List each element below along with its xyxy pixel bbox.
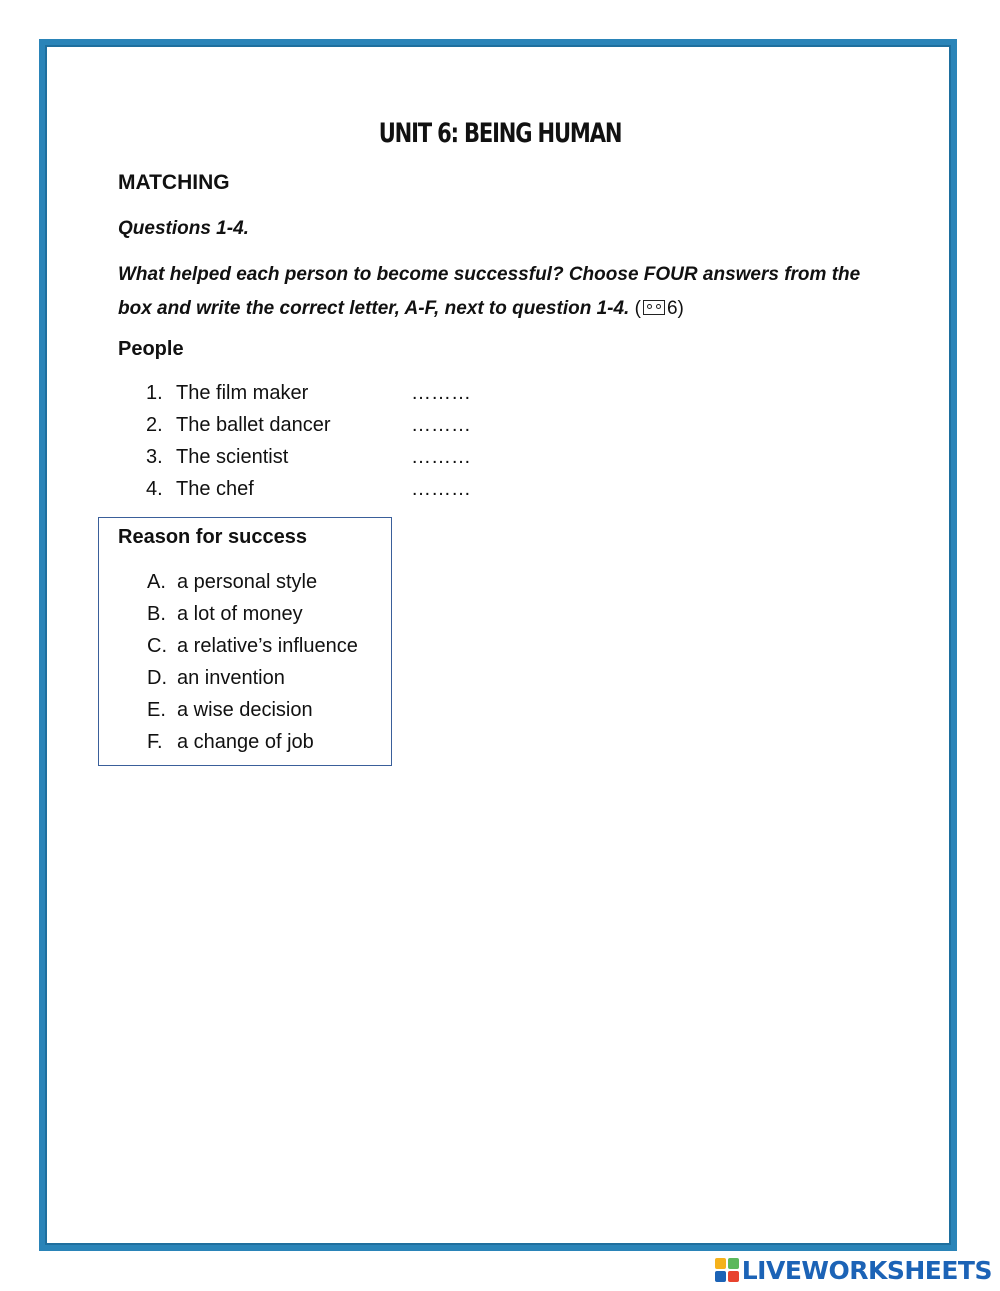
reason-heading: Reason for success	[118, 526, 307, 548]
reason-text: an invention	[177, 667, 285, 689]
reason-item	[147, 566, 358, 598]
reason-box	[98, 517, 392, 766]
reason-item	[147, 598, 358, 630]
answer-blank[interactable]: ………	[411, 382, 471, 404]
reason-list	[147, 566, 358, 758]
questions-label: Questions 1-4.	[118, 218, 249, 239]
reason-text: a wise decision	[177, 699, 313, 721]
liveworksheets-logo[interactable]	[715, 1255, 992, 1285]
people-item-number: 1.	[146, 382, 163, 404]
people-item	[146, 473, 471, 505]
people-item	[146, 441, 471, 473]
page-title: UNIT 6: BEING HUMAN	[378, 118, 622, 149]
people-item-number: 3.	[146, 446, 163, 468]
reason-text: a change of job	[177, 731, 314, 753]
reason-text: a relative’s influence	[177, 635, 358, 657]
track-open: (	[629, 298, 641, 319]
reason-item	[147, 694, 358, 726]
people-heading: People	[118, 338, 184, 360]
instructions-text: What helped each person to become successful? Choose FOUR answers from the box and write the correct letter, A-F, next to question 1-4.	[118, 264, 861, 319]
people-item	[146, 377, 471, 409]
answer-blank[interactable]: ………	[411, 478, 471, 500]
logo-text: LIVEWORKSHEETS	[741, 1255, 992, 1285]
logo-tile	[715, 1258, 726, 1269]
people-item-name: The chef	[176, 478, 254, 500]
people-list	[146, 377, 471, 505]
logo-tile	[728, 1258, 739, 1269]
reason-letter: D.	[147, 667, 167, 689]
reason-letter: B.	[147, 603, 166, 625]
reason-text: a lot of money	[177, 603, 303, 625]
people-item-number: 2.	[146, 414, 163, 436]
logo-tile	[715, 1271, 726, 1282]
liveworksheets-logo-icon	[715, 1258, 739, 1282]
reason-letter: F.	[147, 731, 163, 753]
people-item-name: The film maker	[176, 382, 309, 404]
answer-blank[interactable]: ………	[411, 446, 471, 468]
logo-tile	[728, 1271, 739, 1282]
track-number: 6)	[666, 298, 684, 319]
reason-letter: A.	[147, 571, 166, 593]
reason-item	[147, 630, 358, 662]
reason-letter: C.	[147, 635, 167, 657]
reason-text: a personal style	[177, 571, 318, 593]
people-item	[146, 409, 471, 441]
people-item-number: 4.	[146, 478, 163, 500]
reason-item	[147, 726, 358, 758]
section-heading: MATCHING	[118, 171, 230, 194]
cassette-icon	[643, 300, 665, 315]
reason-letter: E.	[147, 699, 166, 721]
people-item-name: The scientist	[176, 446, 289, 468]
answer-blank[interactable]: ………	[411, 414, 471, 436]
reason-item	[147, 662, 358, 694]
people-item-name: The ballet dancer	[176, 414, 331, 436]
instructions	[118, 258, 898, 326]
